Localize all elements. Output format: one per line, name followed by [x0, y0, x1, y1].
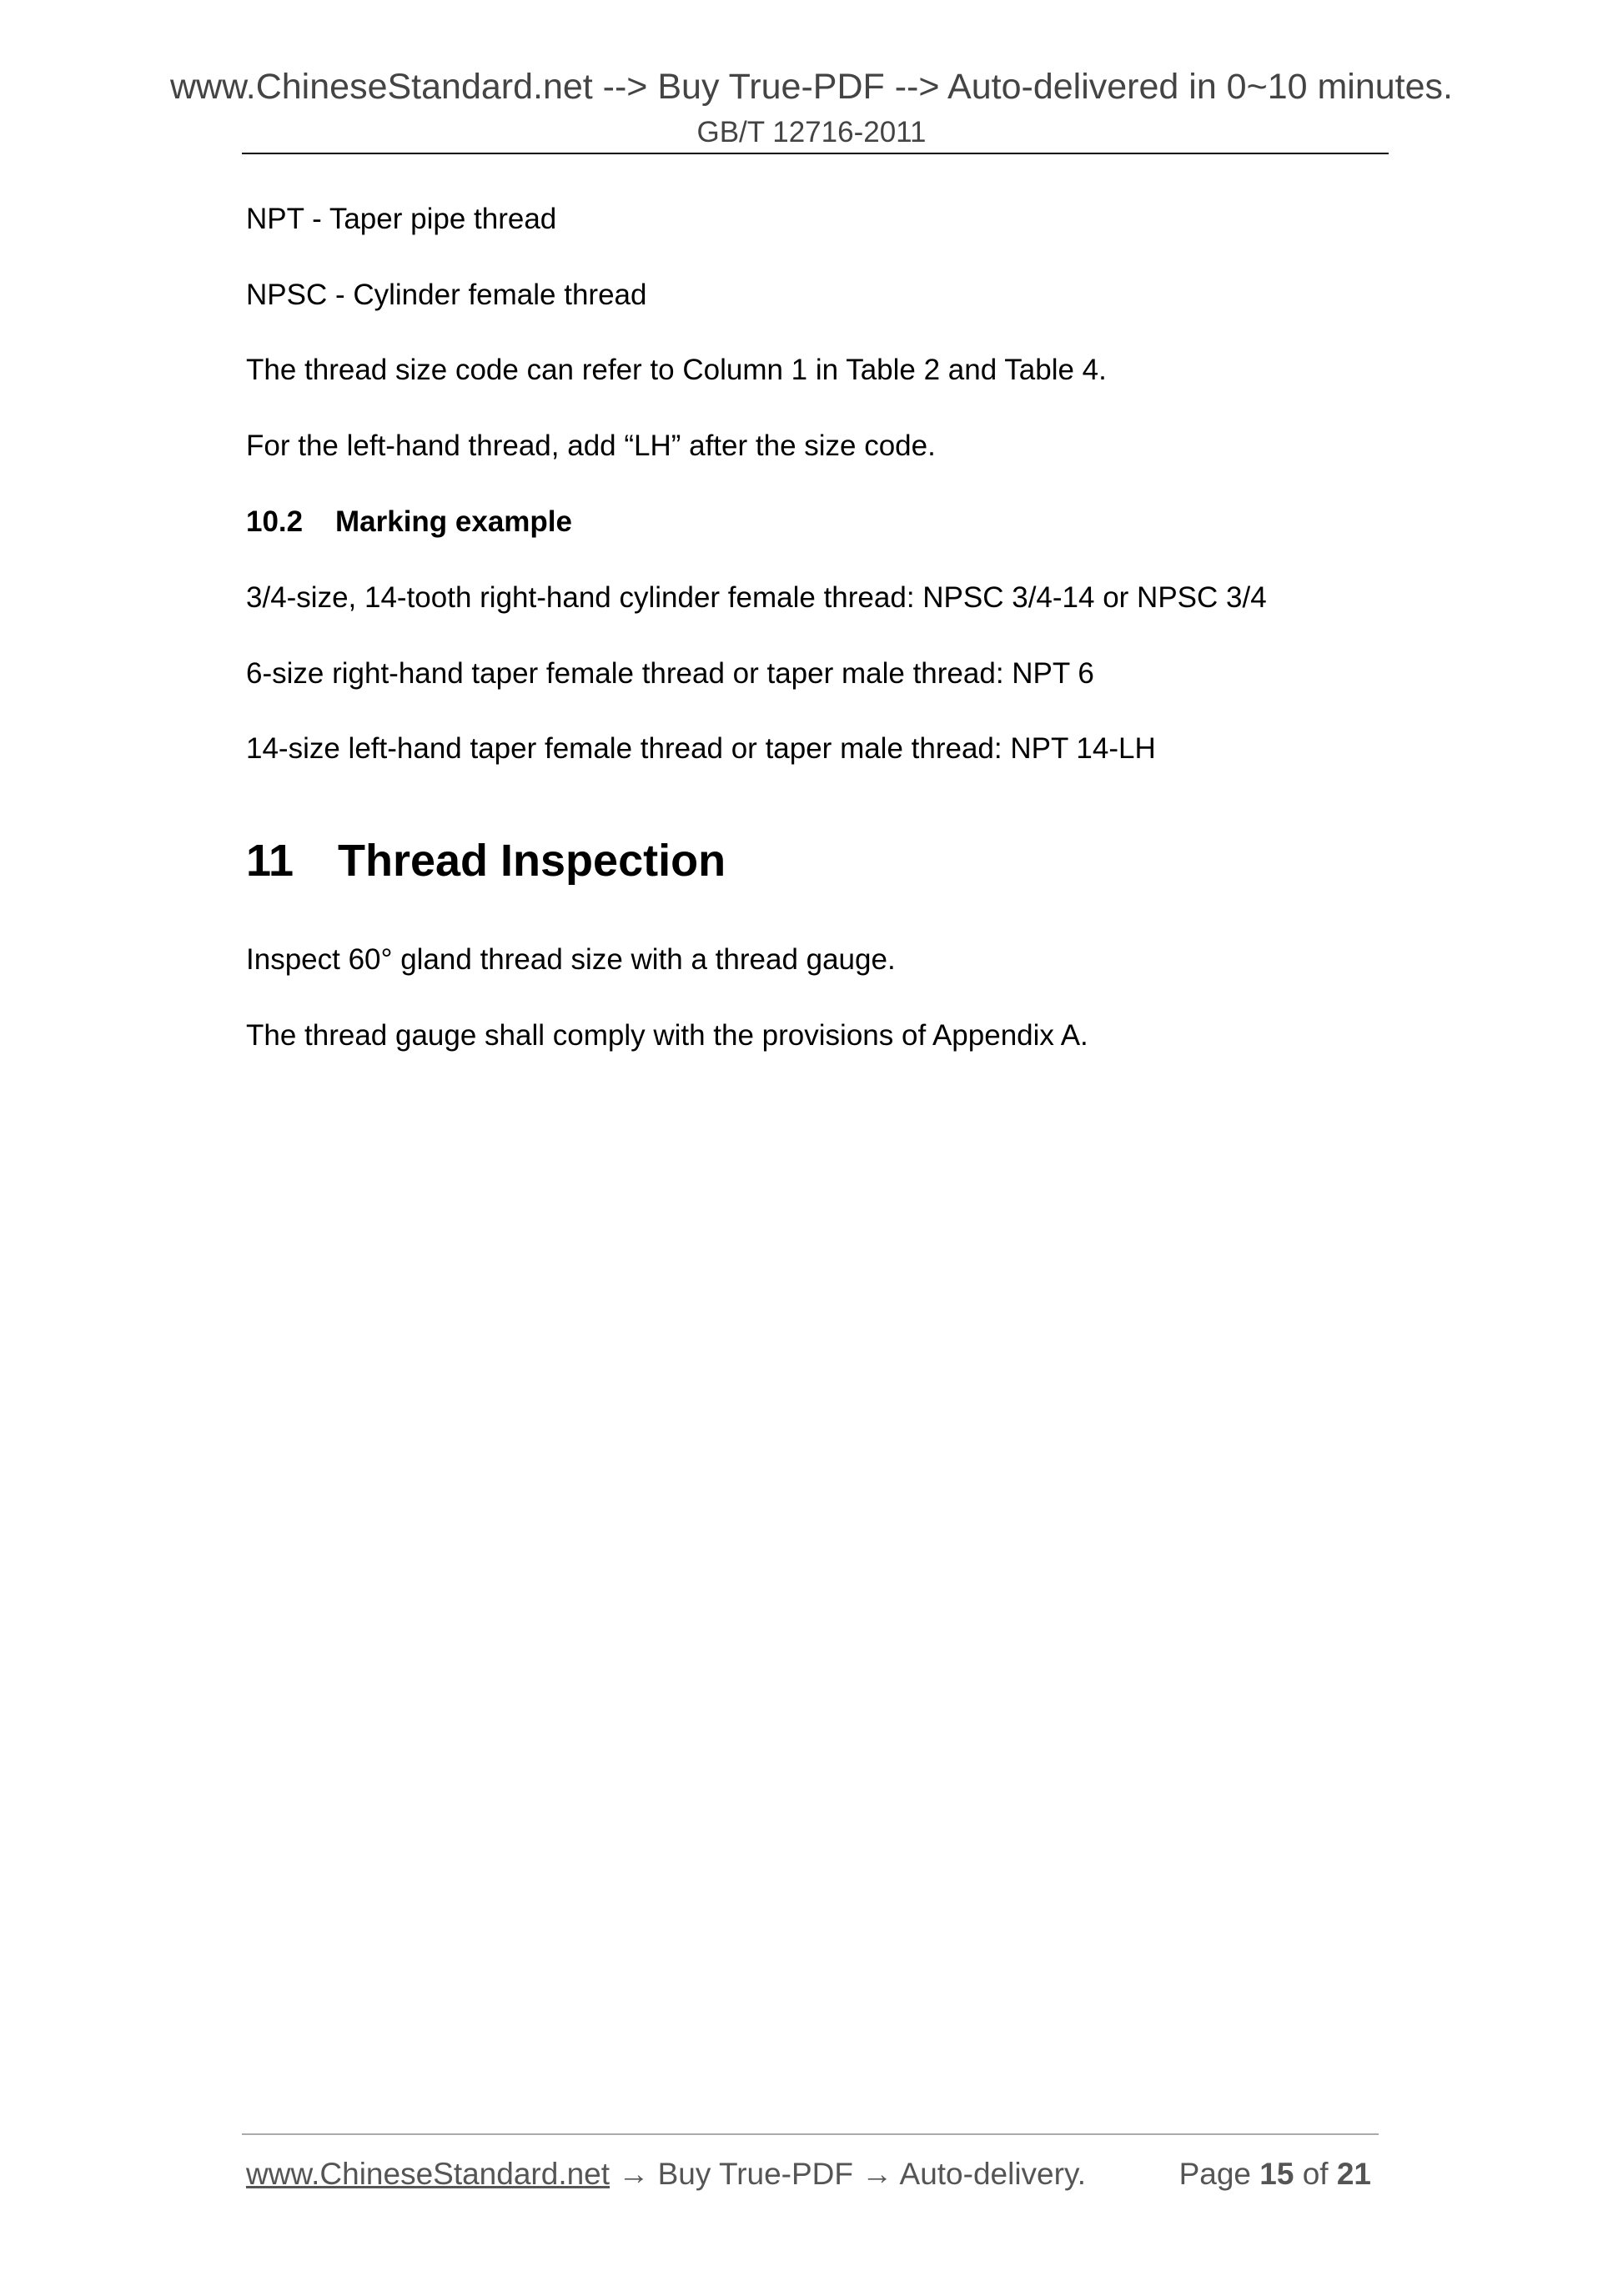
page-total: 21: [1336, 2157, 1371, 2191]
paragraph-inspect: Inspect 60° gland thread size with a thread gauge.: [246, 943, 896, 976]
section-heading-10-2: [246, 503, 572, 541]
section-number: 10.2: [246, 505, 304, 538]
paragraph-size-code: The thread size code can refer to Column 1 in Table 2 and Table 4.: [246, 354, 1107, 386]
paragraph-npt: NPT - Taper pipe thread: [246, 203, 557, 235]
marking-example-3: 14-size left-hand taper female thread or taper male thread: NPT 14-LH: [246, 732, 1156, 765]
header-banner: www.ChineseStandard.net --> Buy True-PDF --> Auto-delivered in 0~10 minutes.: [169, 67, 1453, 107]
section-number: 11: [246, 836, 294, 886]
marking-example-1: 3/4-size, 14-tooth right-hand cylinder female thread: NPSC 3/4-14 or NPSC 3/4: [246, 581, 1267, 614]
footer-promo: [246, 2154, 1086, 2194]
document-code: GB/T 12716-2011: [696, 116, 927, 148]
page-prefix: Page: [1178, 2157, 1260, 2191]
page-of: of: [1294, 2157, 1337, 2191]
section-heading-11: [246, 833, 726, 888]
footer-website-link[interactable]: www.ChineseStandard.net: [246, 2157, 611, 2191]
section-title: Thread Inspection: [338, 836, 726, 886]
page-number: [1179, 2154, 1371, 2194]
paragraph-left-hand: For the left-hand thread, add “LH” after the size code.: [246, 430, 936, 462]
paragraph-gauge: The thread gauge shall comply with the provisions of Appendix A.: [246, 1019, 1088, 1052]
marking-example-2: 6-size right-hand taper female thread or taper male thread: NPT 6: [246, 657, 1094, 690]
footer-divider: [242, 2133, 1379, 2135]
page-current: 15: [1259, 2157, 1294, 2191]
paragraph-npsc: NPSC - Cylinder female thread: [246, 279, 647, 311]
header-divider: [242, 153, 1389, 154]
section-title: Marking example: [335, 505, 572, 538]
footer-tagline: → Buy True-PDF → Auto-delivery.: [610, 2157, 1086, 2191]
